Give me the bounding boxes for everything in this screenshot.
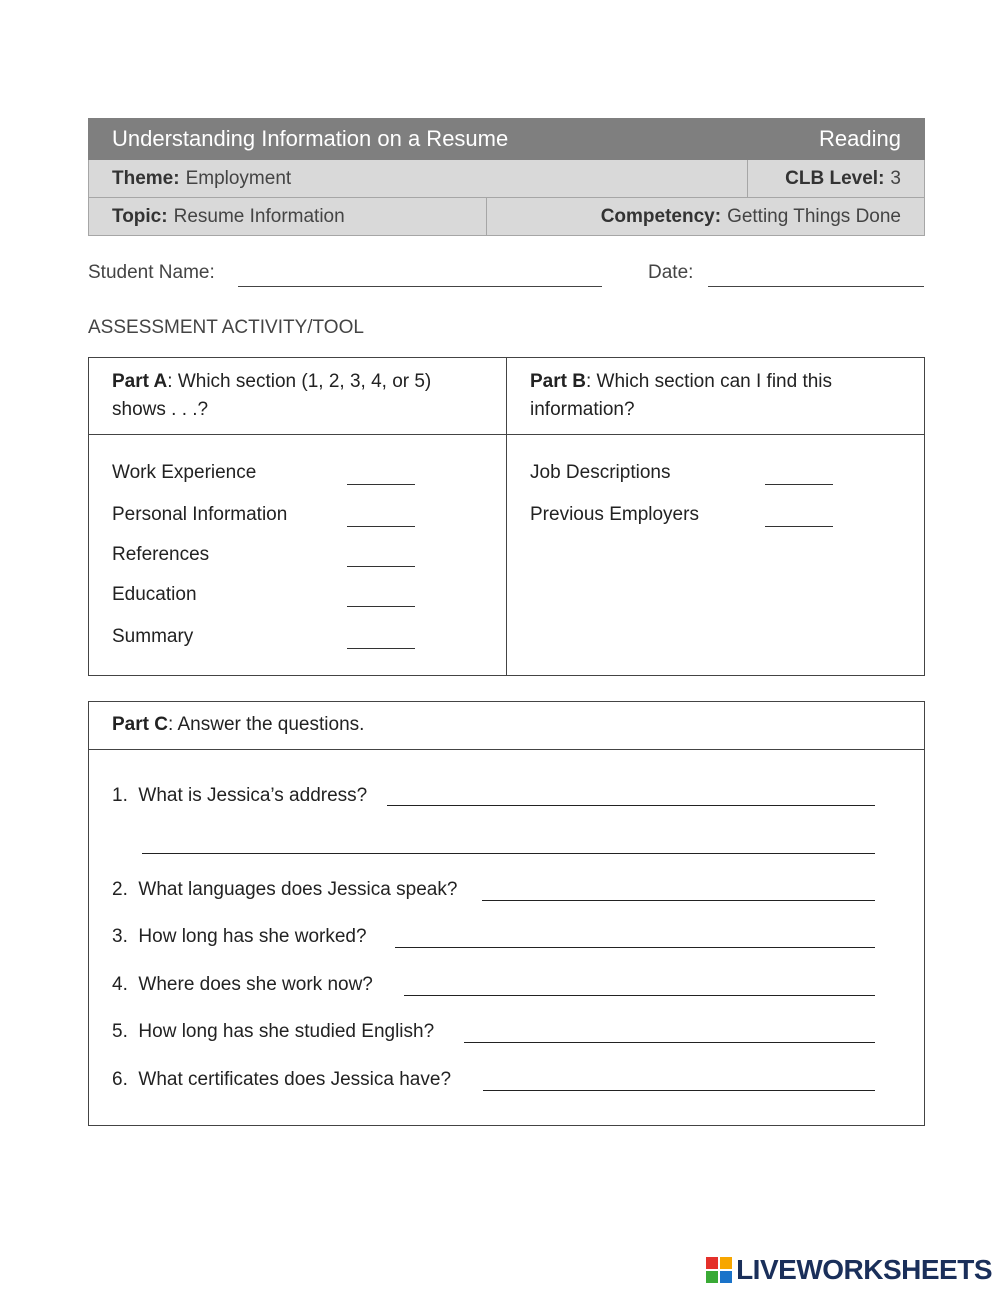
question: 2. What languages does Jessica speak? xyxy=(112,879,458,900)
competency-label: Competency: xyxy=(600,205,722,227)
question: 5. How long has she studied English? xyxy=(112,1021,435,1042)
part-a-item: Work Experience xyxy=(112,462,257,483)
logo-blocks-icon xyxy=(706,1257,732,1283)
question: 1. What is Jessica’s address? xyxy=(112,785,368,806)
theme-label: Theme: xyxy=(112,167,180,189)
answer-line[interactable] xyxy=(404,995,875,996)
worksheet-header xyxy=(88,118,925,236)
part-b-prompt: Part B: Which section can I find this information? xyxy=(530,371,833,420)
answer-line[interactable] xyxy=(387,805,875,806)
answer-line[interactable] xyxy=(464,1042,875,1043)
answer-line[interactable] xyxy=(483,1090,875,1091)
part-b-item: Job Descriptions xyxy=(530,462,671,483)
topic-cell xyxy=(89,198,486,235)
part-a-answer-blank[interactable] xyxy=(347,566,415,567)
topic-value: Resume Information xyxy=(173,205,345,227)
part-a-answer-blank[interactable] xyxy=(347,526,415,527)
answer-line[interactable] xyxy=(142,853,875,854)
section-title: ASSESSMENT ACTIVITY/TOOL xyxy=(88,317,364,338)
competency-cell xyxy=(486,198,924,235)
part-a-answer-blank[interactable] xyxy=(347,606,415,607)
clb-label: CLB Level: xyxy=(785,167,885,189)
theme-cell xyxy=(89,160,747,197)
skill-label: Reading xyxy=(819,126,901,151)
answer-line[interactable] xyxy=(395,947,875,948)
date-label: Date: xyxy=(648,262,694,283)
student-name-field[interactable] xyxy=(238,286,602,287)
part-a-item: References xyxy=(112,544,210,565)
date-field[interactable] xyxy=(708,286,924,287)
clb-value: 3 xyxy=(890,167,901,189)
topic-row xyxy=(88,198,925,236)
part-a-item: Education xyxy=(112,584,197,605)
student-name-label: Student Name: xyxy=(88,262,215,283)
topic-label: Topic: xyxy=(112,205,168,227)
question: 4. Where does she work now? xyxy=(112,974,373,995)
competency-value: Getting Things Done xyxy=(727,205,901,227)
logo-text: LIVEWORKSHEETS xyxy=(736,1254,992,1285)
theme-row xyxy=(88,160,925,198)
worksheet-title: Understanding Information on a Resume xyxy=(112,126,509,151)
part-b-answer-blank[interactable] xyxy=(765,526,833,527)
part-ab-table xyxy=(88,357,925,676)
liveworksheets-logo xyxy=(706,1254,992,1286)
part-a-item: Summary xyxy=(112,626,194,647)
part-c-table xyxy=(88,701,925,1126)
part-a-prompt: Part A: Which section (1, 2, 3, 4, or 5) shows . . .? xyxy=(112,371,432,420)
answer-line[interactable] xyxy=(482,900,875,901)
part-b-answer-blank[interactable] xyxy=(765,484,833,485)
theme-value: Employment xyxy=(185,167,292,189)
part-a-answer-blank[interactable] xyxy=(347,484,415,485)
part-a-item: Personal Information xyxy=(112,504,288,525)
clb-cell xyxy=(747,160,924,197)
part-c-prompt: Part C: Answer the questions. xyxy=(112,714,365,735)
question: 3. How long has she worked? xyxy=(112,926,367,947)
part-b-item: Previous Employers xyxy=(530,504,699,525)
part-a-answer-blank[interactable] xyxy=(347,648,415,649)
question: 6. What certificates does Jessica have? xyxy=(112,1069,452,1090)
header-title-bar xyxy=(88,118,925,160)
